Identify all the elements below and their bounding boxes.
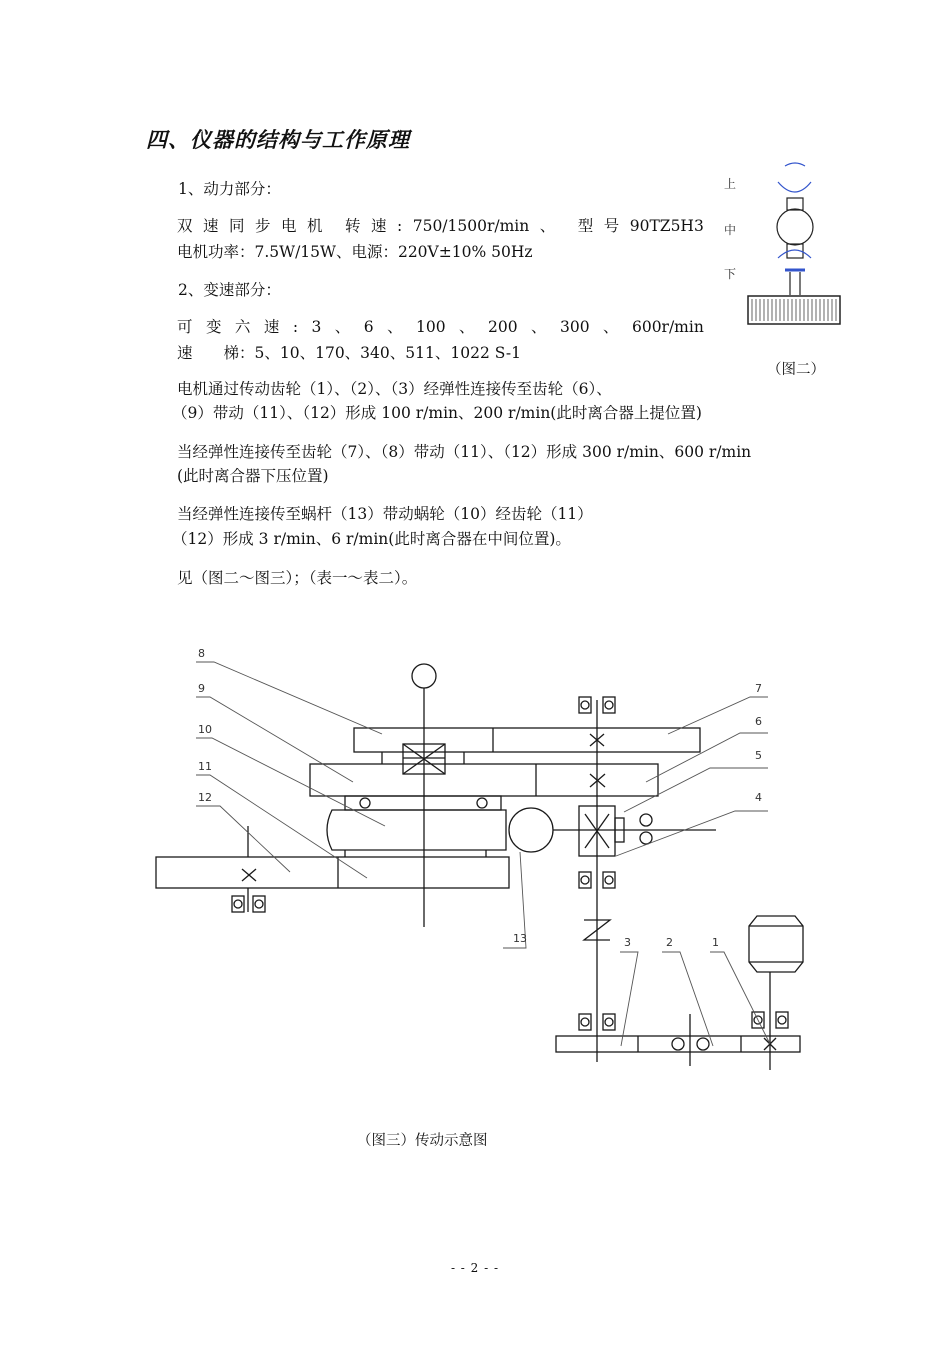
text-fragment: 100 — [416, 318, 446, 336]
text-fragment: 600r/min — [631, 318, 704, 336]
text-fragment: 步 — [255, 217, 271, 235]
leader-lines — [196, 662, 770, 1046]
power-heading: 1、动力部分： — [178, 180, 281, 198]
text-fragment: 机 — [307, 217, 323, 235]
worm-wheel-10 — [327, 810, 506, 850]
label-13: 13 — [513, 932, 527, 945]
text-fragment: 同 — [229, 217, 245, 235]
paragraph-3-line-2: （12）形成 3 r/min、6 r/min(此时离合器在中间位置)。 — [172, 530, 571, 548]
text-fragment: 型 — [577, 217, 594, 235]
speed-ladder-label: 速 梯： — [177, 344, 255, 362]
label-11: 11 — [198, 760, 212, 773]
gear-6-9-block — [310, 764, 658, 796]
label-down: 下 — [724, 267, 737, 281]
label-up: 上 — [724, 177, 737, 191]
bearing-ball — [672, 1038, 684, 1050]
gear-11-12-block — [156, 857, 509, 888]
bearing-ball — [697, 1038, 709, 1050]
text-fragment: 变 — [205, 318, 222, 336]
label-6: 6 — [755, 715, 762, 728]
shaft-top-knob — [412, 664, 436, 688]
text-fragment: 、 — [539, 217, 556, 235]
bearing-ball — [640, 832, 652, 844]
label-5: 5 — [755, 749, 762, 762]
figure-reference: 见（图二～图三）；（表一～表二）。 — [177, 569, 418, 587]
paragraph-2-line-2: (此时离合器下压位置) — [177, 467, 329, 485]
figure-3-caption: （图三）传动示意图 — [357, 1133, 488, 1149]
power-line-2: 电机功率：7.5W/15W、电源：220V±10% 50Hz — [177, 243, 533, 261]
page-number: - - 2 - - — [450, 1261, 500, 1275]
paragraph-1-line-1: 电机通过传动齿轮（1）、（2）、（3）经弹性连接传至齿轮（6）、 — [177, 380, 612, 398]
label-10: 10 — [198, 723, 212, 736]
bearing-ball — [360, 798, 370, 808]
paragraph-3-line-1: 当经弹性连接传至蜗杆（13）带动蜗轮（10）经齿轮（11） — [177, 505, 593, 523]
gear-7-8-block — [354, 728, 700, 752]
text-fragment: 6 — [363, 318, 374, 336]
worm-13 — [509, 808, 553, 852]
text-fragment: 号 — [603, 217, 620, 235]
text-fragment: 六 — [234, 318, 251, 336]
text-fragment: 、 — [334, 318, 351, 336]
text-fragment: 300 — [559, 318, 590, 336]
label-2: 2 — [666, 936, 673, 949]
figure-2-caption: （图二） — [767, 362, 825, 378]
text-fragment: : — [292, 318, 299, 336]
text-fragment: 速 — [263, 318, 280, 336]
text-fragment: 750/1500r/min — [412, 217, 530, 235]
text-fragment: 速 — [371, 217, 387, 235]
text-fragment: 200 — [488, 318, 518, 336]
label-3: 3 — [624, 936, 631, 949]
label-12: 12 — [198, 791, 212, 804]
section-title: 四、仪器的结构与工作原理 — [146, 127, 410, 152]
label-9: 9 — [198, 682, 205, 695]
text-fragment: 双 — [177, 217, 193, 235]
text-fragment: 、 — [531, 318, 547, 336]
bearing-ball — [640, 814, 652, 826]
motor — [749, 916, 803, 972]
text-fragment: 可 — [177, 318, 193, 336]
text-fragment: : — [397, 217, 403, 235]
text-fragment: 90TZ5H3 — [629, 217, 704, 235]
text-fragment: 转 — [345, 217, 361, 235]
label-4: 4 — [755, 791, 762, 804]
label-1: 1 — [712, 936, 719, 949]
paragraph-2-line-1: 当经弹性连接传至齿轮（7）、（8）带动（11）、（12）形成 300 r/min、600 r/min — [177, 443, 752, 461]
label-middle: 中 — [724, 223, 737, 237]
speed-heading: 2、变速部分： — [178, 281, 281, 299]
speed-ladder-values: 5、10、170、340、511、1022 S-1 — [254, 344, 522, 362]
text-fragment: 、 — [603, 318, 619, 336]
label-8: 8 — [198, 647, 205, 660]
text-fragment: 、 — [387, 318, 403, 336]
text-fragment: 速 — [203, 217, 219, 235]
text-fragment: 、 — [459, 318, 475, 336]
bearing-ball — [477, 798, 487, 808]
label-7: 7 — [755, 682, 762, 695]
paragraph-1-line-2: （9）带动（11）、（12）形成 100 r/min、200 r/min(此时离合器上提位置) — [172, 404, 702, 422]
text-fragment: 3 — [311, 318, 322, 336]
text-fragment: 电 — [281, 217, 297, 235]
